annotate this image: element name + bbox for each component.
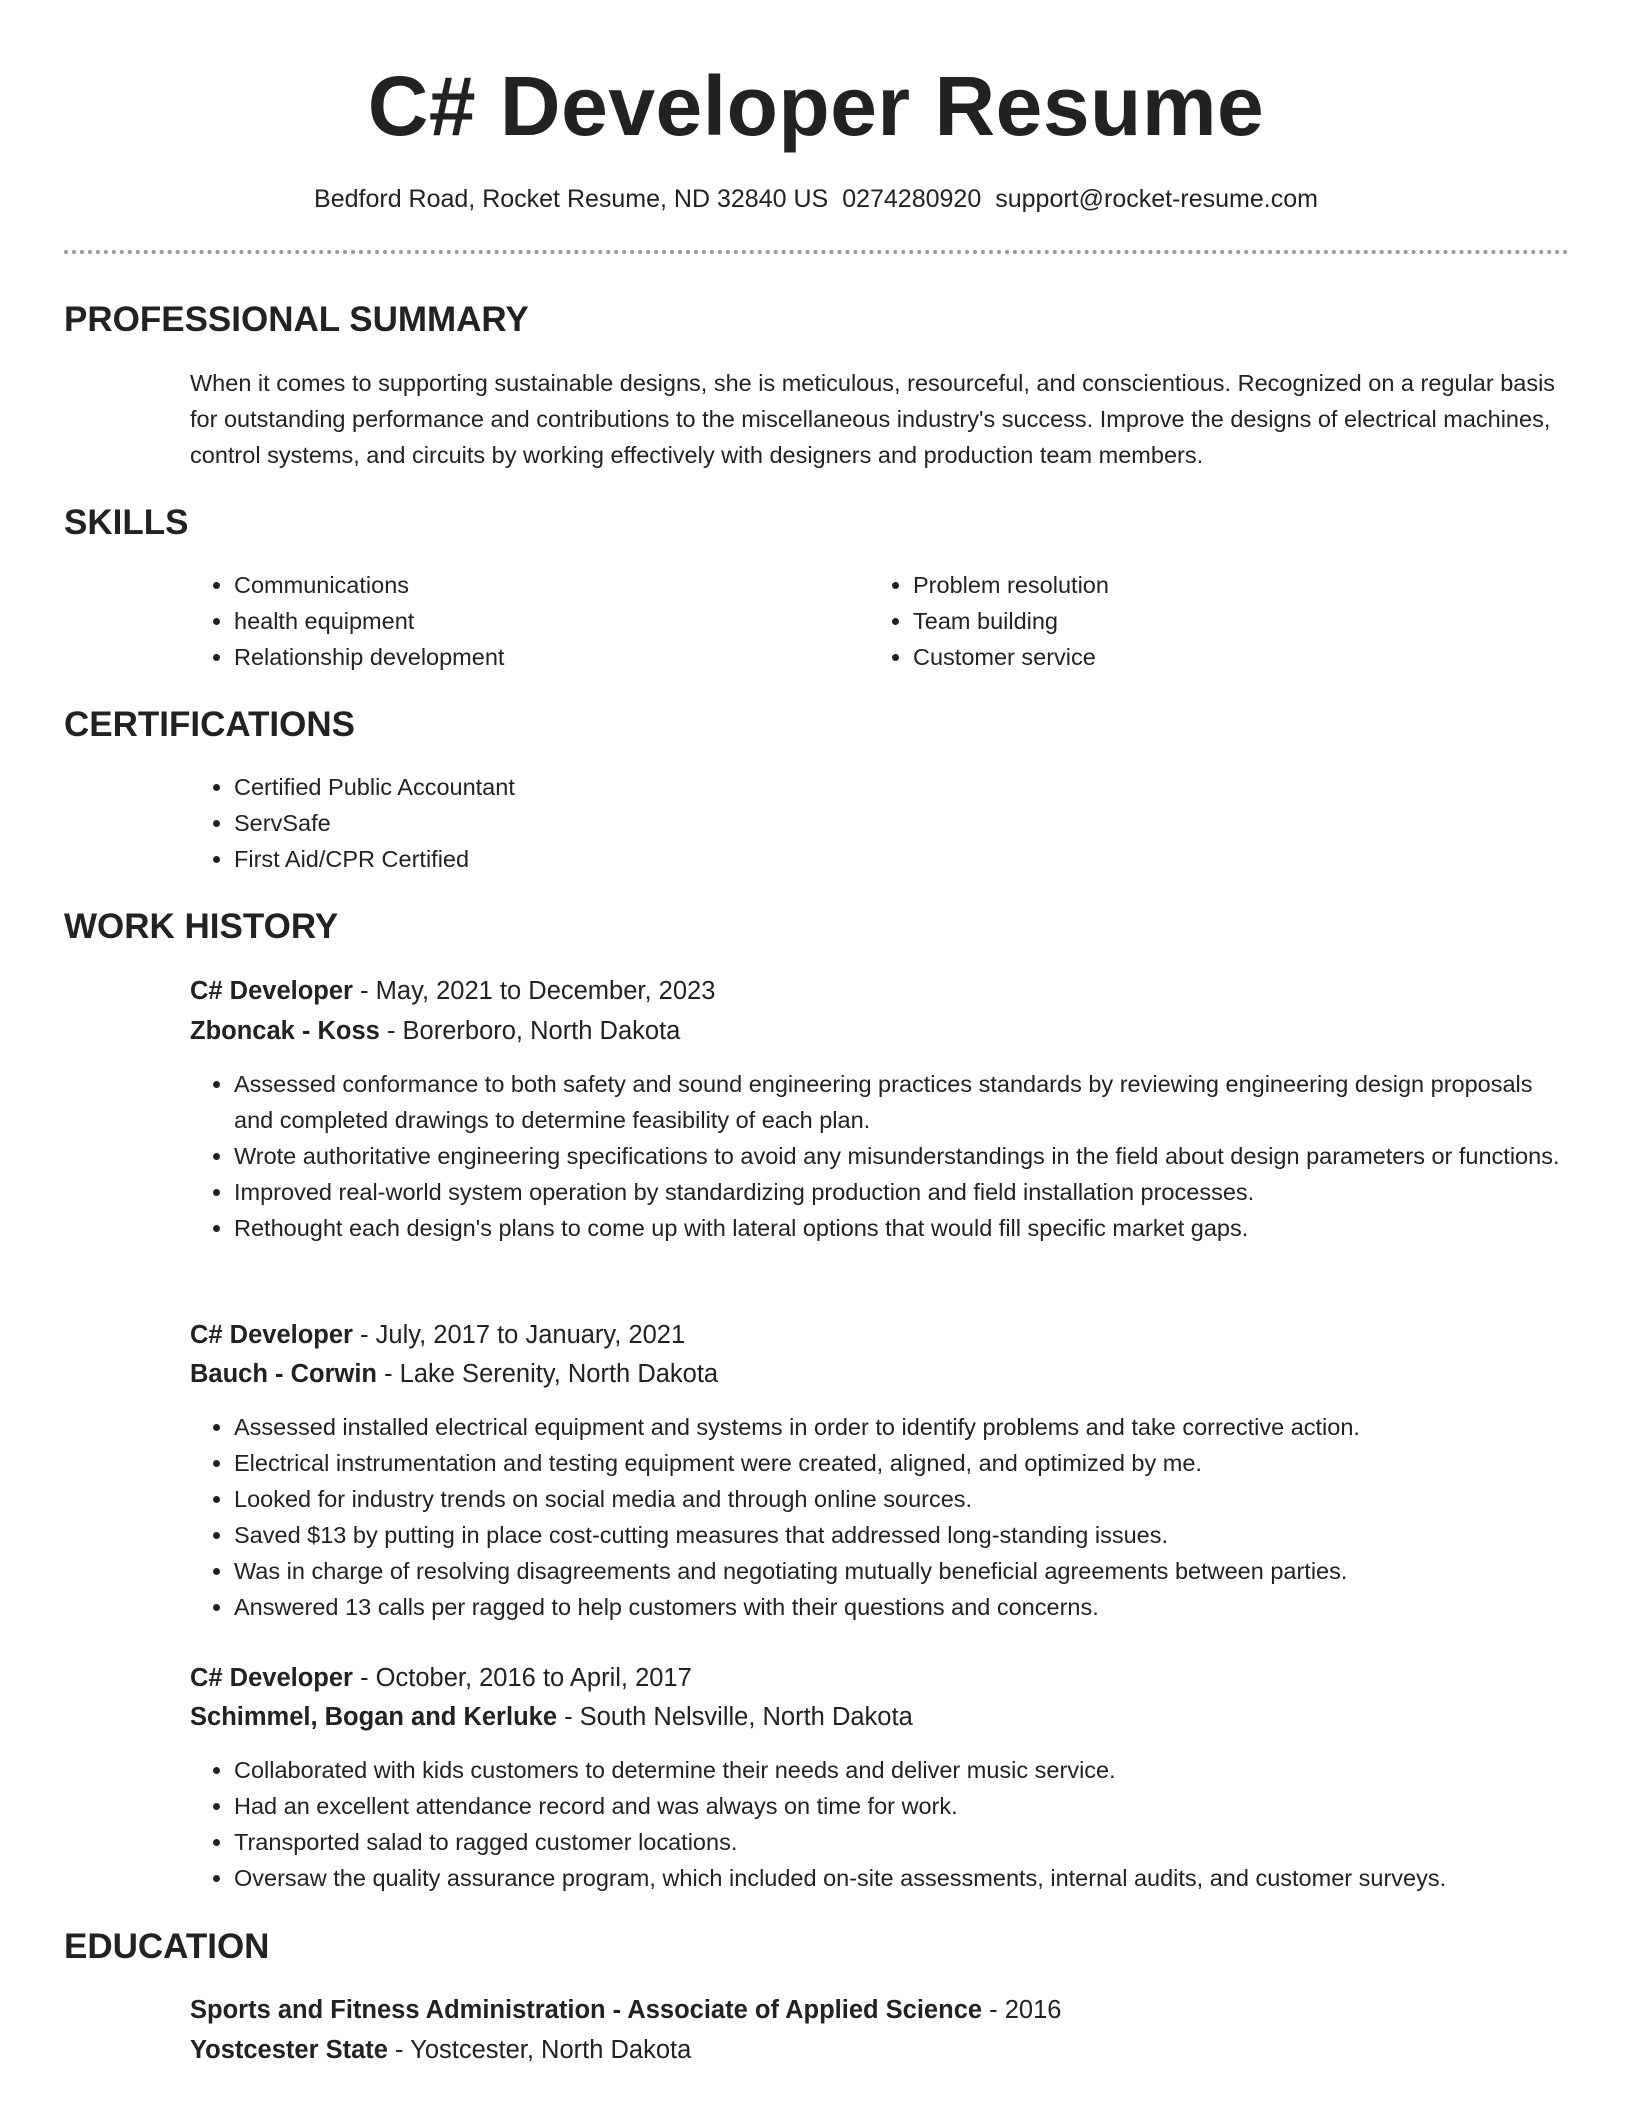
job-bullet: • Assessed installed electrical equipment and systems in order to identify problems and take corrective action. <box>234 1409 1572 1445</box>
job-bullets-block <box>190 1409 1572 1625</box>
job-location: - Borerboro, North Dakota <box>379 1017 681 1045</box>
job-role: C# Developer <box>190 1321 353 1349</box>
skill-item: • Customer service <box>913 639 1489 675</box>
job-bullet: • Assessed conformance to both safety and sound engineering practices standards by reviewing engineering design proposals and completed drawings to determine feasibility of each plan. <box>234 1066 1572 1138</box>
job-company: Schimmel, Bogan and Kerluke <box>190 1703 558 1731</box>
job-bullets-block <box>190 1752 1572 1896</box>
job-location: - Lake Serenity, North Dakota <box>377 1360 719 1388</box>
job-title-line <box>190 1317 1572 1353</box>
resume-title: C# Developer Resume <box>367 59 1265 153</box>
job-bullet: • Answered 13 calls per ragged to help customers with their questions and concerns. <box>234 1589 1572 1625</box>
contact-email[interactable]: support@rocket-resume.com <box>995 185 1318 213</box>
job-dates: - May, 2021 to December, 2023 <box>353 977 716 1005</box>
job-bullet: • Looked for industry trends on social media and through online sources. <box>234 1481 1572 1517</box>
job-bullets <box>190 1066 1572 1246</box>
skills-heading: SKILLS <box>64 503 189 542</box>
skills-left-column <box>190 567 810 675</box>
certification-item: • Certified Public Accountant <box>234 769 1572 805</box>
job-location: - South Nelsville, North Dakota <box>557 1703 913 1731</box>
job-role: C# Developer <box>190 977 353 1005</box>
certification-item: • ServSafe <box>234 805 1572 841</box>
job-bullet: • Transported salad to ragged customer locations. <box>234 1824 1572 1860</box>
education-year: - 2016 <box>982 1996 1062 2024</box>
job-company-line <box>190 1013 1572 1049</box>
skills-right-column <box>869 567 1489 675</box>
certifications-block <box>190 769 1572 877</box>
job-bullet: • Collaborated with kids customers to determine their needs and deliver music service. <box>234 1752 1572 1788</box>
header-divider <box>64 250 1569 254</box>
education-degree-line <box>190 1992 1572 2028</box>
education-heading: EDUCATION <box>64 1927 270 1966</box>
job-bullet: • Rethought each design's plans to come up with lateral options that would fill specific market gaps. <box>234 1210 1572 1246</box>
job-company-line <box>190 1356 1572 1392</box>
job-company: Bauch - Corwin <box>190 1360 378 1388</box>
job-bullets <box>190 1409 1572 1625</box>
job-bullet: • Was in charge of resolving disagreements and negotiating mutually beneficial agreements between parties. <box>234 1553 1572 1589</box>
job-bullet: • Wrote authoritative engineering specifications to avoid any misunderstandings in the field about design parameters or functions. <box>234 1138 1572 1174</box>
education-school-line <box>190 2032 1572 2068</box>
skill-item: • Team building <box>913 603 1489 639</box>
certifications-heading: CERTIFICATIONS <box>64 705 356 744</box>
skill-item: • health equipment <box>234 603 810 639</box>
job-bullets-block <box>190 1066 1572 1246</box>
summary-heading: PROFESSIONAL SUMMARY <box>64 300 529 339</box>
education-school: Yostcester State <box>190 2036 388 2064</box>
contact-line <box>0 182 1632 216</box>
certifications-list <box>190 769 1572 877</box>
skills-right-list <box>869 567 1489 675</box>
job-title-line <box>190 973 1572 1009</box>
education-degree: Sports and Fitness Administration - Associate of Applied Science <box>190 1996 983 2024</box>
job-bullet: • Electrical instrumentation and testing equipment were created, aligned, and optimized by me. <box>234 1445 1572 1481</box>
skills-left-list <box>190 567 810 675</box>
job-company: Zboncak - Koss <box>190 1017 380 1045</box>
job-company-line <box>190 1699 1572 1735</box>
contact-address: Bedford Road, Rocket Resume, ND 32840 US <box>314 185 829 213</box>
job-role: C# Developer <box>190 1664 353 1692</box>
job-bullet: • Had an excellent attendance record and was always on time for work. <box>234 1788 1572 1824</box>
work-history-heading: WORK HISTORY <box>64 907 339 946</box>
job-bullet: • Saved $13 by putting in place cost-cutting measures that addressed long-standing issues. <box>234 1517 1572 1553</box>
skill-item: • Communications <box>234 567 810 603</box>
summary-text: When it comes to supporting sustainable designs, she is meticulous, resourceful, and conscientious. Recognized on a regular basis for outstanding performance and contributions to the miscellaneous industry's success. Improve the designs of electrical machines, control systems, and circuits by working effectively with designers and production team members. <box>190 370 1556 468</box>
skill-item: • Relationship development <box>234 639 810 675</box>
job-bullet: • Improved real-world system operation by standardizing production and field installation processes. <box>234 1174 1572 1210</box>
job-bullet: • Oversaw the quality assurance program, which included on-site assessments, internal audits, and customer surveys. <box>234 1860 1572 1896</box>
job-bullets <box>190 1752 1572 1896</box>
skill-item: • Problem resolution <box>913 567 1489 603</box>
contact-phone: 0274280920 <box>842 185 982 213</box>
education-location: - Yostcester, North Dakota <box>387 2036 692 2064</box>
job-dates: - October, 2016 to April, 2017 <box>353 1664 692 1692</box>
job-title-line <box>190 1660 1572 1696</box>
certification-item: • First Aid/CPR Certified <box>234 841 1572 877</box>
job-dates: - July, 2017 to January, 2021 <box>353 1321 686 1349</box>
